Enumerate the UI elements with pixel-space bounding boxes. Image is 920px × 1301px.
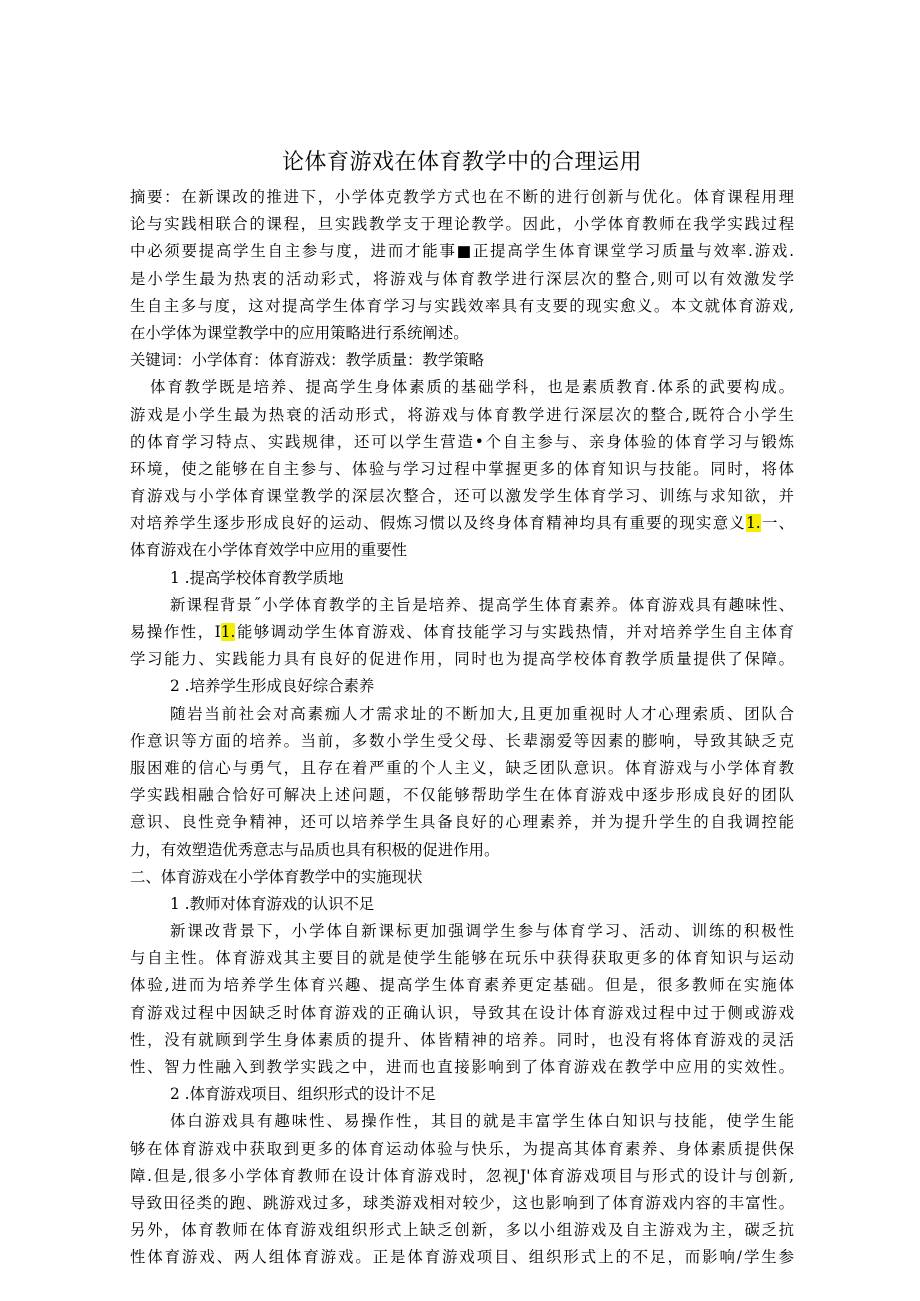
line-text: 体验,进而为培养学生体育兴趣、提高学生体育素养更定基础。但是，很多教师在实施体 bbox=[130, 976, 794, 995]
line-text: 学习能力、实践能力具有良好的促进作用，同时也为提高学校体育教学质量提供了保障。 bbox=[130, 650, 794, 669]
text-line bbox=[130, 673, 794, 700]
text-line bbox=[130, 864, 794, 891]
line-text: 易操作性，I bbox=[130, 623, 221, 641]
text-line bbox=[130, 565, 794, 592]
text-line bbox=[130, 1136, 794, 1163]
line-text: 性，没有就顾到学生身体素质的提升、体皆精神的培养。同时，也没有将体育游戏的灵活 bbox=[130, 1030, 794, 1049]
text-line bbox=[130, 945, 794, 972]
line-text: 作意识等方面的培养。当前，多数小学生受父母、长辈溺爱等因素的膨响，导致其缺乏克 bbox=[130, 731, 794, 750]
text-line bbox=[130, 429, 794, 456]
text-line bbox=[130, 1190, 794, 1217]
text-line bbox=[130, 293, 794, 320]
line-text: 与自主性。体育游戏其主要目的就是使学生能够在玩乐中获得获取更多的体育知识与运动 bbox=[130, 949, 794, 968]
line-text: 关键词：小学体育：体育游戏：教学质量：教学策略 bbox=[130, 351, 484, 370]
text-line bbox=[130, 592, 794, 619]
highlight-mark: 1. bbox=[220, 623, 236, 641]
text-line bbox=[130, 1081, 794, 1108]
text-line bbox=[130, 918, 794, 945]
text-line bbox=[130, 266, 794, 293]
line-text: 二、体育游戏在小学体育教学中的实施现状 bbox=[130, 867, 423, 886]
text-line bbox=[130, 320, 794, 347]
text-line bbox=[130, 755, 794, 782]
line-text: 体育游戏在小学体育效学中应用的重要性 bbox=[130, 541, 408, 560]
document-page bbox=[130, 146, 794, 1272]
text-line bbox=[130, 837, 794, 864]
line-text: 体白游戏具有趣味性、易操作性，其目的就是丰富学生体白知识与技能，使学生能 bbox=[170, 1112, 794, 1131]
text-line bbox=[130, 619, 794, 646]
text-line bbox=[130, 537, 794, 564]
line-text: 力，有效塑造优秀意志与品质也具有积极的促进作用。 bbox=[130, 840, 500, 859]
line-text: 育游戏与小学体育课堂教学的深层次整合，还可以激发学生体育学习、训练与求知欲，并 bbox=[130, 487, 794, 506]
text-line bbox=[130, 1163, 794, 1190]
text-line bbox=[130, 402, 794, 429]
line-text: 摘要：在新课改的推进下，小学体克教学方式也在不断的进行创新与优化。体育课程用理 bbox=[130, 188, 794, 206]
text-line bbox=[130, 809, 794, 836]
text-line bbox=[130, 1027, 794, 1054]
line-text: 论与实践相联合的课程，旦实践教学支于理论教学。因此，小学体育教师在我学实践过程 bbox=[130, 215, 794, 234]
text-line bbox=[130, 211, 794, 238]
text-line bbox=[130, 972, 794, 999]
text-line bbox=[130, 1108, 794, 1135]
line-text: 的体育学习特点、实践规律，还可以学生营造•个自主参与、亲身体验的体育学习与锻炼 bbox=[130, 432, 794, 451]
line-text: 对培养学生逐步形成良好的运动、假炼习惯以及终身体育精神均具有重要的现实意义 bbox=[130, 514, 746, 533]
line-text: 游戏是小学生最为热衰的活动形式，将游戏与体育教学进行深层次的整合,既符合小学生 bbox=[130, 405, 794, 424]
text-line bbox=[130, 483, 794, 510]
text-line bbox=[130, 1217, 794, 1244]
line-text: 学实践相融合恰好可解决上述问题，不仅能够帮助学生在体育游戏中逐步形成良好的团队 bbox=[130, 786, 794, 805]
text-line bbox=[130, 374, 794, 401]
line-text: 另外，体育教师在体育游戏组织形式上缺乏创新，多以小组游戏及自主游戏为主，碳乏抗 bbox=[130, 1221, 794, 1240]
text-line bbox=[130, 1244, 794, 1271]
line-text: 体育教学既是培养、提高学生身体素质的基础学科，也是素质教育.体系的武要构成。 bbox=[150, 378, 794, 397]
line-text: 2 .培养学生形成良好综合素养 bbox=[170, 677, 375, 696]
line-text: 1 .教师对体育游戏的认识不足 bbox=[170, 894, 375, 913]
text-line bbox=[130, 1054, 794, 1081]
text-line bbox=[130, 701, 794, 728]
line-text: 够在体育游戏中获取到更多的体育运动体验与快乐，为提高其体育素养、身体素质提供保 bbox=[130, 1139, 794, 1158]
line-text: 育游戏过程中因缺乏时体育游戏的正确认识，导致其在设计体育游戏过程中过于侧或游戏 bbox=[130, 1003, 794, 1022]
text-line bbox=[130, 646, 794, 673]
text-line bbox=[130, 456, 794, 483]
text-line bbox=[130, 184, 794, 211]
text-line bbox=[130, 728, 794, 755]
line-text: 性体育游戏、两人组体育游戏。正是体育游戏项目、组织形式上的不足，而影响/学生参 bbox=[130, 1248, 794, 1267]
line-text: 新课改背景下，小学体自新课标更加强调学生参与体育学习、活动、训练的积极性 bbox=[170, 922, 794, 941]
text-line bbox=[130, 510, 794, 537]
line-text: 环境，使之能够在自主参与、体验与学习过程中掌握更多的体育知识与技能。同时，将体 bbox=[130, 459, 794, 478]
line-text: 中必须要提高学生自主参与度，进而才能事■正提高学生体育课堂学习质量与效率.游戏. bbox=[130, 242, 794, 261]
line-text: 在小学体为课堂教学中的应用策略进行系统阐述。 bbox=[130, 323, 469, 342]
text-line bbox=[130, 891, 794, 918]
line-text: 意识、良性竞争精神，还可以培养学生具备良好的心理素养，并为提升学生的自我调控能 bbox=[130, 813, 794, 832]
text-line bbox=[130, 238, 794, 265]
line-text: 2 .体育游戏项目、组织形式的设计不足 bbox=[170, 1085, 436, 1104]
line-text: 障.但是,很多小学体育教师在设计体育游戏时，忽视J'体育游戏项目与形式的设计与创新, bbox=[130, 1166, 794, 1185]
line-text: 服困难的信心与勇气，且存在着严重的个人主义，缺乏团队意识。体育游戏与小学体育教 bbox=[130, 758, 794, 777]
text-line bbox=[130, 782, 794, 809]
line-text: 1 .提高学校体育教学质地 bbox=[170, 568, 344, 587]
document-title: 论体育游戏在体育教学中的合理运用 bbox=[281, 150, 642, 175]
line-tail-text: 一、 bbox=[760, 514, 794, 533]
line-text: 性、智力性融入到教学实践之中，进而也直接影响到了体育游戏在教学中应用的实效性。 bbox=[130, 1058, 794, 1076]
line-text: 新课程背景˝小学体育教学的主旨是培养、提高学生体育素养。体育游戏具有趣味性、 bbox=[170, 595, 794, 614]
line-text: 生自主多与度，这对提高学生体育学习与实践效率具有支要的现实愈义。本文就体育游戏, bbox=[130, 296, 794, 315]
text-line bbox=[130, 347, 794, 374]
text-line bbox=[130, 1000, 794, 1027]
document-body bbox=[130, 184, 794, 1272]
line-text: 是小学生最为热衷的活动彩式，将游戏与体育教学进行深层次的整合,则可以有效激发学 bbox=[130, 269, 794, 288]
line-tail-text: 能够调动学生体育游戏、体育技能学习与实践热情，并对培养学生自主体育 bbox=[235, 623, 794, 641]
highlight-mark: 1. bbox=[746, 514, 761, 533]
line-text: 导致田径类的跑、跳游戏过多，球类游戏相对较少，这也影响到了体育游戏内容的丰富性。 bbox=[130, 1193, 794, 1212]
line-text: 随岩当前社会对高素痂人才需求址的不断加大,且更加重视时人才心理索质、团队合 bbox=[170, 704, 794, 723]
